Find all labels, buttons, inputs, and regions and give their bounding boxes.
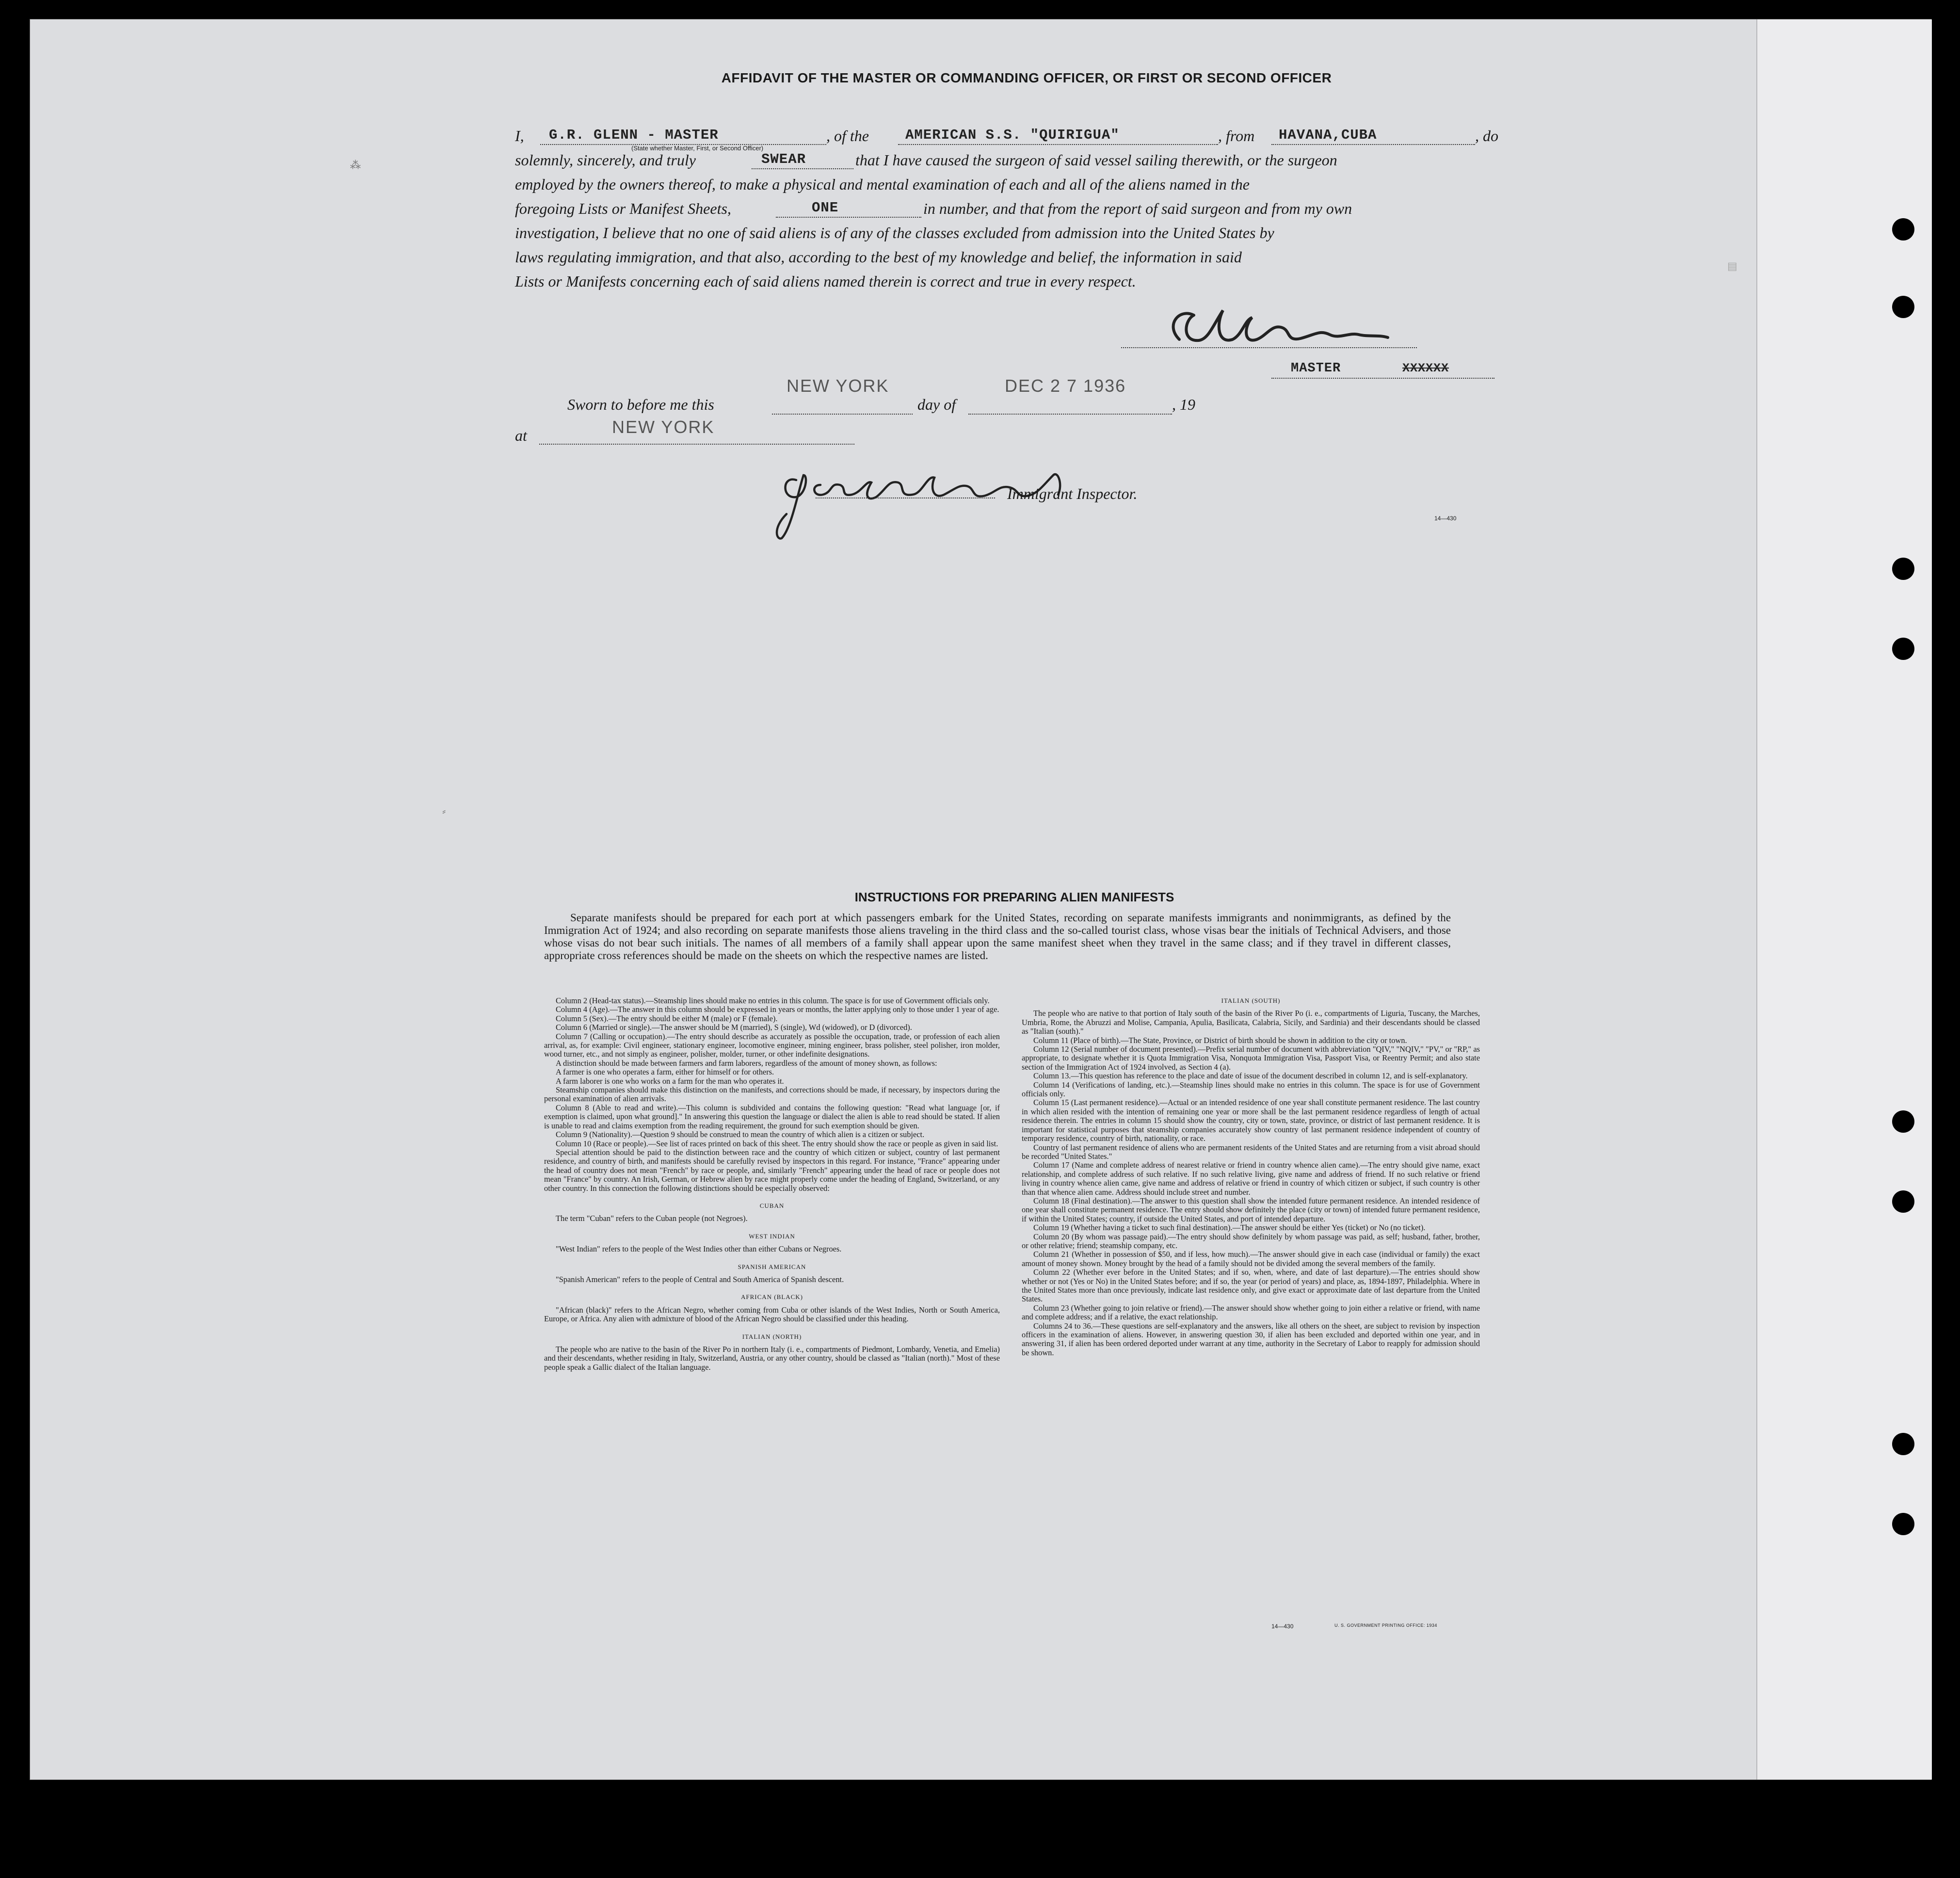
affidavit-text: laws regulating immigration, and that also, according to the best of my knowledge and belief, the information in said	[515, 248, 1242, 266]
affidavit-text: , of the	[826, 127, 869, 144]
fill-line	[898, 144, 1218, 145]
affidavit-text: foregoing Lists or Manifest Sheets,	[515, 200, 731, 217]
port-from-field: HAVANA,CUBA	[1279, 127, 1377, 143]
sworn-label: Sworn to before me this	[567, 396, 714, 413]
instructions-right-column	[1022, 996, 1480, 1357]
instruction-paragraph: Column 20 (By whom was passage paid).—The entry should show definitely by whom passage was paid, as self; husband, father, brother, or other relative; friend; steamship company, etc.	[1022, 1232, 1480, 1250]
section-heading: ITALIAN (NORTH)	[742, 1332, 802, 1340]
at-label: at	[515, 427, 527, 444]
instruction-paragraph: Column 6 (Married or single).—The answer should be M (married), S (single), Wd (widowed), or D (divorced).	[556, 1023, 912, 1032]
instruction-paragraph: The people who are native to that portion of Italy south of the basin of the River Po (i. e., compartments of Liguria, Tuscany, the Marches, Umbria, Rome, the Abruzzi and Molise, Campania, Apulia, Basilicata, Calabria, Sicily, and Sardinia) and their descendants should be classed as "Italian (south)."	[1022, 1009, 1480, 1036]
section-text: "Spanish American" refers to the people of Central and South America of Spanish descent.	[556, 1274, 844, 1284]
instruction-paragraph: A farm laborer is one who works on a farm for the man who operates it.	[556, 1076, 784, 1086]
instruction-paragraph: Special attention should be paid to the distinction between race and the country of which citizen or subject, country of last permanent residence, and country of birth, and manifests should be carefully revised by inspectors in this regard. For instance, "France" appearing under the head of country does not mean "French" by race or people, and, similarly "French" appearing under the head of race or people does not mean "France" by country. An Irish, German, or Hebrew alien by race might properly come under the heading of England, Switzerland, or any other country. In this connection the following distinctions should be especially observed:	[544, 1147, 1000, 1193]
instruction-paragraph: Column 7 (Calling or occupation).—The entry should describe as accurately as possible the occupation, trade, or profession of each alien arrival, as, for example: Civil engineer, stationary engineer, locomotive engineer, mining engineer, brass polisher, steel polisher, iron molder, wood turner, etc., and not simply as engineer, polisher, molder, turner, or other indefinite designations.	[544, 1031, 1000, 1059]
sworn-place-stamp: NEW YORK	[787, 376, 889, 396]
fill-line	[776, 216, 921, 218]
fill-line	[968, 413, 1172, 415]
instruction-paragraph: Column 8 (Able to read and write).—This column is subdivided and contains the following question: "Read what language [or, if exemption is claimed, upon what ground]." In answering this question the language or dialect the alien is able to read should be stated. If alien is unable to read and claims exemption from the reading requirement, the ground for such exemption should be given.	[544, 1103, 1000, 1130]
fill-line	[539, 443, 854, 445]
instruction-paragraph: Column 9 (Nationality).—Question 9 should be construed to mean the country of which alien is a citizen or subject.	[556, 1130, 925, 1140]
instruction-paragraph: Steamship companies should make this distinction on the manifests, and corrections should be made, if necessary, by inspectors during the personal examination of alien arrivals.	[544, 1085, 1000, 1104]
fill-line	[772, 413, 913, 415]
instruction-paragraph: Column 11 (Place of birth).—The State, Province, or District of birth should be shown in addition to the city or town.	[1033, 1035, 1407, 1045]
sworn-year-label: , 19	[1172, 396, 1195, 413]
oath-field: SWEAR	[761, 151, 806, 167]
master-title-field: MASTER	[1291, 361, 1341, 376]
instruction-paragraph: Column 5 (Sex).—The entry should be either M (male) or F (female).	[556, 1013, 778, 1023]
stray-mark: ▤	[1727, 260, 1737, 272]
affidavit-text: investigation, I believe that no one of said aliens is of any of the classes excluded from admission into the United States by	[515, 224, 1274, 241]
binder-hole	[1892, 1513, 1914, 1535]
binder-hole	[1892, 558, 1914, 580]
master-signature	[1160, 305, 1412, 359]
section-text: The term "Cuban" refers to the Cuban people (not Negroes).	[556, 1214, 748, 1223]
signature-line	[816, 497, 995, 498]
section-text: "African (black)" refers to the African Negro, whether coming from Cuba or other islands of the West Indies, North or South America, Europe, or Africa. Any alien with admixture of blood of the African Negro should be classified under this heading.	[544, 1305, 1000, 1324]
footer-printer: U. S. GOVERNMENT PRINTING OFFICE: 1934	[1334, 1623, 1437, 1628]
sworn-date-stamp: DEC 2 7 1936	[1005, 376, 1126, 396]
instruction-paragraph: Column 15 (Last permanent residence).—Actual or an intended residence of one year shall constitute permanent residence. The last country in which alien resided with the intention of remaining one year or more shall be the last permanent residence regardless of length of actual residence therein. The entries in column 15 should show the country, city or town, state, province, or district of last permanent residence. It is important for statistical purposes that steamship companies accurately show country of last permanent residence independent of country of temporary residence, country of birth, nationality, or race.	[1022, 1098, 1480, 1143]
instruction-paragraph: A distinction should be made between farmers and farm laborers, regardless of the amount of money shown, as follows:	[556, 1058, 937, 1068]
sworn-day-label: day of	[917, 396, 956, 413]
binder-hole	[1892, 1110, 1914, 1133]
footer-form-number: 14—430	[1271, 1623, 1294, 1630]
instruction-paragraph: Column 23 (Whether going to join relative or friend).—The answer should show whether going to join either a relative or friend, with name and complete address; and if a relative, the exact relationship.	[1022, 1303, 1480, 1322]
instruction-paragraph: Column 18 (Final destination).—The answer to this question shall show the intended future permanent residence. An intended residence of one year shall constitute permanent residence. The entry should show definitely the place (city or town) of intended future permanent residence, if within the United States; country, if outside the United States, and port of intended departure.	[1022, 1196, 1480, 1223]
instructions-left-column	[544, 996, 1000, 1372]
struck-title: XXXXXX	[1402, 361, 1449, 375]
affidavit-text: , from	[1218, 127, 1255, 144]
affidavit-text: solemnly, sincerely, and truly	[515, 151, 696, 169]
affidavit-text: , do	[1475, 127, 1498, 144]
binder-hole	[1892, 296, 1914, 318]
form-number: 14—430	[1434, 515, 1457, 522]
at-place-stamp: NEW YORK	[612, 417, 715, 437]
instructions-intro: Separate manifests should be prepared for each port at which passengers embark for the United States, recording on separate manifests immigrants and nonimmigrants, as defined by the Immigration Act of 1924; and also recording on separate manifests those aliens traveling in the third class and the so-called tourist class, whose visas bear the initials of Technical Advisers, and those whose visas do not bear such initials. The names of all members of a family shall appear upon the same manifest sheet when they travel in the same class; and if they travel in different classes, appropriate cross references should be made on the sheets on which the respective names are listed.	[544, 912, 1451, 962]
instructions-title: INSTRUCTIONS FOR PREPARING ALIEN MANIFESTS	[854, 890, 1174, 904]
instruction-paragraph: Column 12 (Serial number of document presented).—Prefix serial number of document with abbreviation "QIV," "NQIV," "PV," or "RP," as appropriate, to designate whether it is Quota Immigration Visa, Nonquota Immigration Visa, Passport Visa, or Reentry Permit; and also state section of the Immigration Act of 1924 involved, as Section 4 (a).	[1022, 1044, 1480, 1072]
section-text: "West Indian" refers to the people of the West Indies other than either Cubans or Negroes.	[556, 1244, 842, 1254]
affidavit-text: Lists or Manifests concerning each of said aliens named therein is correct and true in every respect.	[515, 273, 1136, 290]
section-text: The people who are native to the basin of the River Po in northern Italy (i. e., compartments of Piedmont, Lombardy, Venetia, and Emelia) and their descendants, whether residing in Italy, Switzerland, Austria, or any other country, should be classed as "Italian (north)." Most of these people speak a Gallic dialect of the Italian language.	[544, 1345, 1000, 1372]
binder-hole	[1892, 1433, 1914, 1455]
inspector-title: Immigrant Inspector.	[1007, 485, 1138, 502]
instruction-paragraph: Country of last permanent residence of aliens who are permanent residents of the United States and are returning from a visit abroad should be recorded "United States."	[1022, 1142, 1480, 1161]
binder-hole	[1892, 218, 1914, 241]
officer-caption: (State whether Master, First, or Second Officer)	[631, 144, 764, 152]
instruction-paragraph: Column 10 (Race or people).—See list of races printed on back of this sheet. The entry should show the race or people as given in said list.	[556, 1139, 998, 1148]
stray-mark: ⁂	[350, 159, 361, 171]
stray-mark: ⸗	[442, 805, 446, 817]
officer-name-field: G.R. GLENN - MASTER	[549, 127, 719, 143]
instruction-paragraph: Column 21 (Whether in possession of $50, and if less, how much).—The answer should give in each case (individual or family) the exact amount of money shown. Money brought by the head of a family should not be divided among the several members of the family.	[1022, 1250, 1480, 1268]
binder-hole	[1892, 1190, 1914, 1213]
affidavit-text: I,	[515, 127, 524, 144]
instruction-paragraph: Column 2 (Head-tax status).—Steamship lines should make no entries in this column. The space is for use of Government officials only.	[556, 996, 990, 1005]
affidavit-text: employed by the owners thereof, to make a physical and mental examination of each and all of the aliens named in the	[515, 176, 1250, 193]
section-heading: ITALIAN (SOUTH)	[1221, 997, 1281, 1004]
section-heading: SPANISH AMERICAN	[738, 1263, 806, 1270]
document-page	[30, 19, 1931, 1780]
fill-line	[752, 168, 853, 169]
fill-line	[1271, 144, 1475, 145]
binder-hole	[1892, 638, 1914, 660]
instruction-paragraph: Column 17 (Name and complete address of nearest relative or friend in country whence alien came).—The entry should give name, exact relationship, and complete address of such relative. If no such relative living, give name and address of friend. If no such relative or friend living in country whence alien came, give name and address of relative or friend in country of which citizen or subject, if such country is other than that whence alien came. Address should include street and number.	[1022, 1160, 1480, 1197]
instruction-paragraph: Column 13.—This question has reference to the place and date of issue of the document described in column 12, and is self-explanatory.	[1033, 1071, 1468, 1081]
count-field: ONE	[812, 200, 839, 216]
instruction-paragraph: Column 19 (Whether having a ticket to such final destination).—The answer should be either Yes (ticket) or No (no ticket).	[1033, 1223, 1426, 1233]
instruction-paragraph: Column 4 (Age).—The answer in this column should be expressed in years or months, the latter applying only to those under 1 year of age.	[556, 1005, 999, 1014]
affidavit-text: that I have caused the surgeon of said vessel sailing therewith, or the surgeon	[855, 151, 1337, 169]
instruction-paragraph: Column 14 (Verifications of landing, etc.).—Steamship lines should make no entries in this column. The space is for use of Government officials only.	[1022, 1080, 1480, 1099]
instruction-paragraph: Column 22 (Whether ever before in the United States; and if so, when, where, and date of last departure).—The entries should show whether or not (Yes or No) in the United States before; and if so, the year (or period of years) and place, as, 1894-1897, Philadelphia. Where in the United States more than once previously, indicate last residence only, and give exact or approximate date of last departure from the United States.	[1022, 1268, 1480, 1304]
section-heading: CUBAN	[759, 1202, 785, 1209]
instruction-paragraph: A farmer is one who operates a farm, either for himself or for others.	[556, 1067, 774, 1077]
fill-line	[1271, 377, 1494, 379]
signature-line	[1121, 347, 1417, 348]
affidavit-text: in number, and that from the report of said surgeon and from my own	[923, 200, 1352, 217]
section-heading: WEST INDIAN	[749, 1232, 795, 1240]
section-heading: AFRICAN (BLACK)	[740, 1293, 803, 1301]
instruction-paragraph: Columns 24 to 36.—These questions are self-explanatory and the answers, like all others on the sheet, are subject to revision by inspection officers in the examination of aliens. However, in answering question 30, if alien has been excluded and deported within one year, and in answering 31, if alien has been ordered deported under warrant at any time, authority in the Secretary of Labor to reapply for admission should be shown.	[1022, 1321, 1480, 1357]
vessel-name-field: AMERICAN S.S. "QUIRIGUA"	[905, 127, 1120, 143]
affidavit-title: AFFIDAVIT OF THE MASTER OR COMMANDING OFFICER, OR FIRST OR SECOND OFFICER	[721, 70, 1332, 85]
